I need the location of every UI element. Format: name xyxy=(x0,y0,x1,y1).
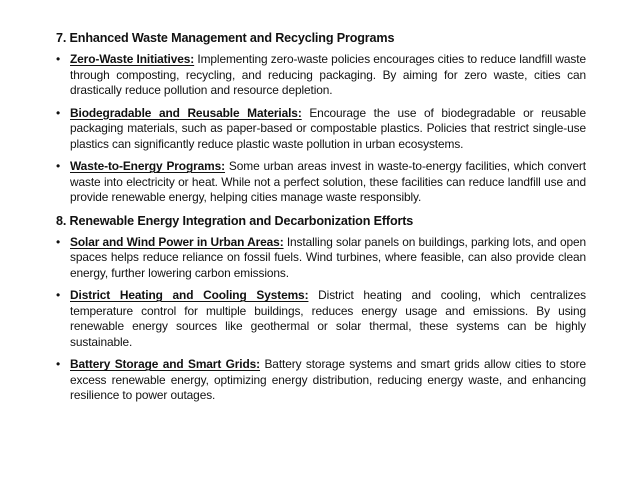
list-item xyxy=(56,159,586,206)
item-term: Battery Storage and Smart Grids: xyxy=(70,357,261,371)
list-item xyxy=(56,106,586,153)
item-term: Waste-to-Energy Programs: xyxy=(70,159,226,173)
item-text: Encourage the use of biodegradable or reusable packaging materials, such as paper-based or compostable plastics. Policies that restrict single-use plastics can significantly reduce plastic waste pollution in urban ecosystems. xyxy=(70,105,586,151)
list-item xyxy=(56,357,586,404)
bullet-icon: • xyxy=(56,52,61,66)
bullet-list xyxy=(56,52,586,206)
item-term: Biodegradable and Reusable Materials: xyxy=(70,105,302,120)
bullet-icon: • xyxy=(56,234,61,249)
list-item xyxy=(56,235,586,282)
item-term: Zero-Waste Initiatives: xyxy=(70,52,195,66)
list-item xyxy=(56,288,586,350)
bullet-icon: • xyxy=(56,288,61,302)
section-heading: 7. Enhanced Waste Management and Recycling Programs xyxy=(56,31,395,45)
section-heading: 8. Renewable Energy Integration and Decarbonization Efforts xyxy=(56,213,414,228)
item-text: Implementing zero-waste policies encourages cities to reduce landfill waste through composting, recycling, and reducing packaging. By aiming for zero waste, cities can drastically reduce pollution and resource depletion. xyxy=(70,52,586,97)
section-waste-management xyxy=(56,30,586,206)
list-item xyxy=(56,52,586,99)
bullet-icon: • xyxy=(56,105,61,120)
bullet-icon: • xyxy=(56,159,61,173)
section-renewable-energy xyxy=(56,213,586,404)
item-text: District heating and cooling, which centralizes temperature control for multiple buildings, reduces energy usage and emissions. By using renewable energy sources like geothermal or solar thermal, these systems can be highly sustainable. xyxy=(70,288,586,349)
item-text: Installing solar panels on buildings, parking lots, and open spaces helps reduce reliance on fossil fuels. Wind turbines, where feasible, can also provide clean energy, further lowering carbon emissions. xyxy=(70,234,586,280)
bullet-list xyxy=(56,235,586,404)
document-page xyxy=(56,30,586,411)
item-term: Solar and Wind Power in Urban Areas: xyxy=(70,234,284,249)
bullet-icon: • xyxy=(56,357,61,371)
item-term: District Heating and Cooling Systems: xyxy=(70,288,309,302)
item-text: Some urban areas invest in waste-to-energy facilities, which convert waste into electricity or heat. While not a perfect solution, these facilities can reduce landfill use and provide renewable energy, helping cities manage waste responsibly. xyxy=(70,159,586,204)
item-text: Battery storage systems and smart grids allow cities to store excess renewable energy, optimizing energy distribution, reducing energy waste, and enhancing resilience to power outages. xyxy=(70,357,586,402)
